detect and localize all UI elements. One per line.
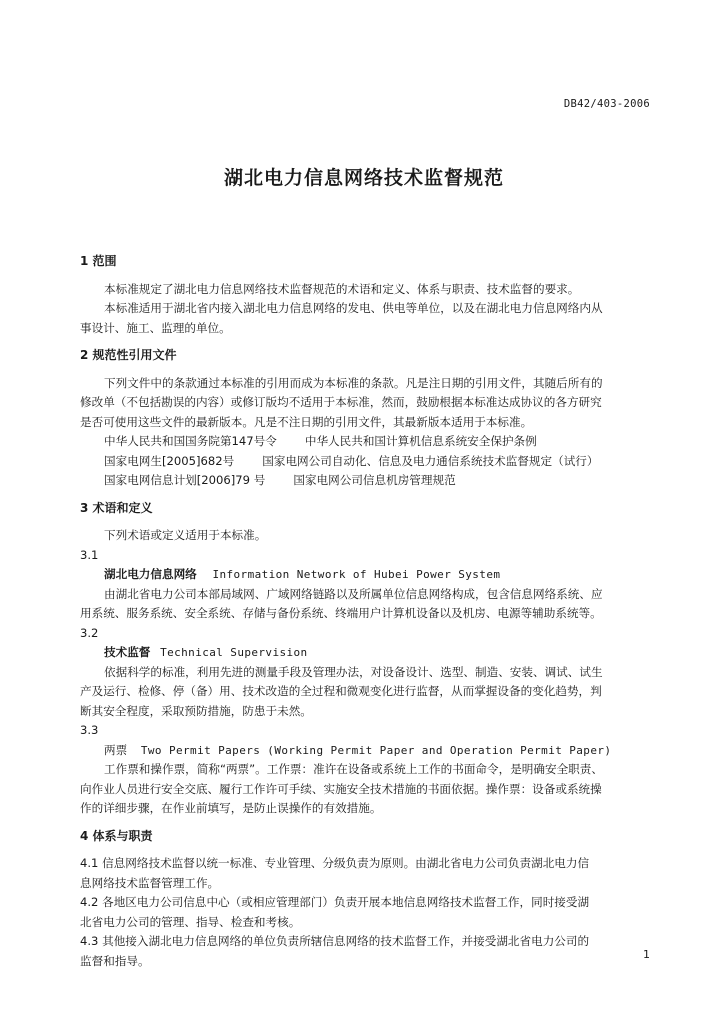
- reference-code: 中华人民共和国国务院第147号令: [104, 434, 277, 448]
- clause: 4.1 信息网络技术监督以统一标准、专业管理、分级负责为原则。由湖北省电力公司负责湖北电力信: [80, 856, 590, 870]
- paragraph: 依据科学的标准，利用先进的测量手段及管理办法，对设备设计、选型、制造、安装、调试、试生: [104, 664, 603, 679]
- reference-name: 国家电网公司自动化、信息及电力通信系统技术监督规定（试行）: [262, 453, 599, 468]
- paragraph: 向作业人员进行安全交底、履行工作许可手续、实施安全技术措施的书面依据。操作票：设备或系统操: [80, 781, 602, 796]
- paragraph: 是否可使用这些文件的最新版本。凡是不注日期的引用文件，其最新版本适用于本标准。: [80, 414, 533, 429]
- reference-item: [80, 432, 656, 452]
- term-title: [80, 643, 656, 663]
- term-name: 两票: [104, 742, 128, 757]
- reference-item: [80, 452, 656, 472]
- clause: 息网络技术监督管理工作。: [80, 875, 220, 890]
- paragraph: 断其安全程度，采取预防措施，防患于未然。: [80, 703, 312, 718]
- paragraph: 下列术语或定义适用于本标准。: [104, 528, 267, 542]
- term-english: Information Network of Hubei Power System: [212, 568, 501, 581]
- term-name: 技术监督: [104, 645, 151, 659]
- paragraph: 修改单（不包括勘误的内容）或修订版均不适用于本标准，然而，鼓励根据本标准达成协议的各方研究: [80, 395, 602, 409]
- document-body: [80, 252, 656, 971]
- paragraph: 作的详细步骤，在作业前填写，是防止误操作的有效措施。: [80, 801, 382, 815]
- paragraph: 事设计、施工、监理的单位。: [80, 320, 231, 335]
- term-number: 3.1: [80, 547, 99, 562]
- term-title: [80, 565, 656, 585]
- section-heading-normative-refs: 2 规范性引用文件: [80, 348, 177, 362]
- clause: 监督和指导。: [80, 953, 150, 968]
- paragraph: 下列文件中的条款通过本标准的引用而成为本标准的条款。凡是注日期的引用文件，其随后所有的: [104, 375, 603, 390]
- clause: 北省电力公司的管理、指导、检查和考核。: [80, 914, 301, 929]
- clause: 4.2 各地区电力公司信息中心（或相应管理部门）负责开展本地信息网络技术监督工作，同时接受湖: [80, 895, 590, 909]
- page-number: 1: [643, 948, 650, 961]
- term-english: Two Permit Papers (Working Permit Paper and Operation Permit Paper): [140, 743, 612, 757]
- reference-code: 国家电网生[2005]682号: [104, 453, 235, 468]
- reference-item: [80, 471, 656, 491]
- term-title: [80, 741, 656, 761]
- reference-name: 国家电网公司信息机房管理规范: [293, 473, 456, 487]
- section-heading-scope: 1 范围: [80, 254, 117, 268]
- term-number: 3.3: [80, 723, 99, 737]
- paragraph: 由湖北省电力公司本部局域网、广域网络链路以及所属单位信息网络构成，包含信息网络系统、应: [104, 586, 603, 601]
- paragraph: 本标准适用于湖北省内接入湖北电力信息网络的发电、供电等单位，以及在湖北电力信息网络内从: [104, 301, 603, 315]
- term-english: Technical Supervision: [160, 646, 308, 659]
- reference-code: 国家电网信息计划[2006]79 号: [104, 473, 266, 487]
- paragraph: 用系统、服务系统、安全系统、存储与备份系统、终端用户计算机设备以及机房、电源等辅助系统等。: [80, 606, 602, 620]
- term-name: 湖北电力信息网络: [104, 567, 197, 581]
- paragraph: 本标准规定了湖北电力信息网络技术监督规范的术语和定义、体系与职责、技术监督的要求。: [104, 281, 580, 296]
- clause: 4.3 其他接入湖北电力信息网络的单位负责所辖信息网络的技术监督工作，并接受湖北省电力公司的: [80, 934, 590, 948]
- paragraph: 产及运行、检修、停（备）用、技术改造的全过程和微观变化进行监督，从而掌握设备的变化趋势，判: [80, 684, 602, 698]
- section-heading-terms: 3 术语和定义: [80, 500, 153, 515]
- standard-code: DB42/403-2006: [563, 98, 650, 110]
- reference-name: 中华人民共和国计算机信息系统安全保护条例: [304, 434, 537, 448]
- document-title: 湖北电力信息网络技术监督规范: [223, 167, 504, 189]
- section-heading-system-duties: 4 体系与职责: [80, 828, 153, 843]
- term-number: 3.2: [80, 625, 99, 640]
- paragraph: 工作票和操作票，简称“两票”。工作票：准许在设备或系统上工作的书面命令，是明确安全职责、: [104, 762, 603, 776]
